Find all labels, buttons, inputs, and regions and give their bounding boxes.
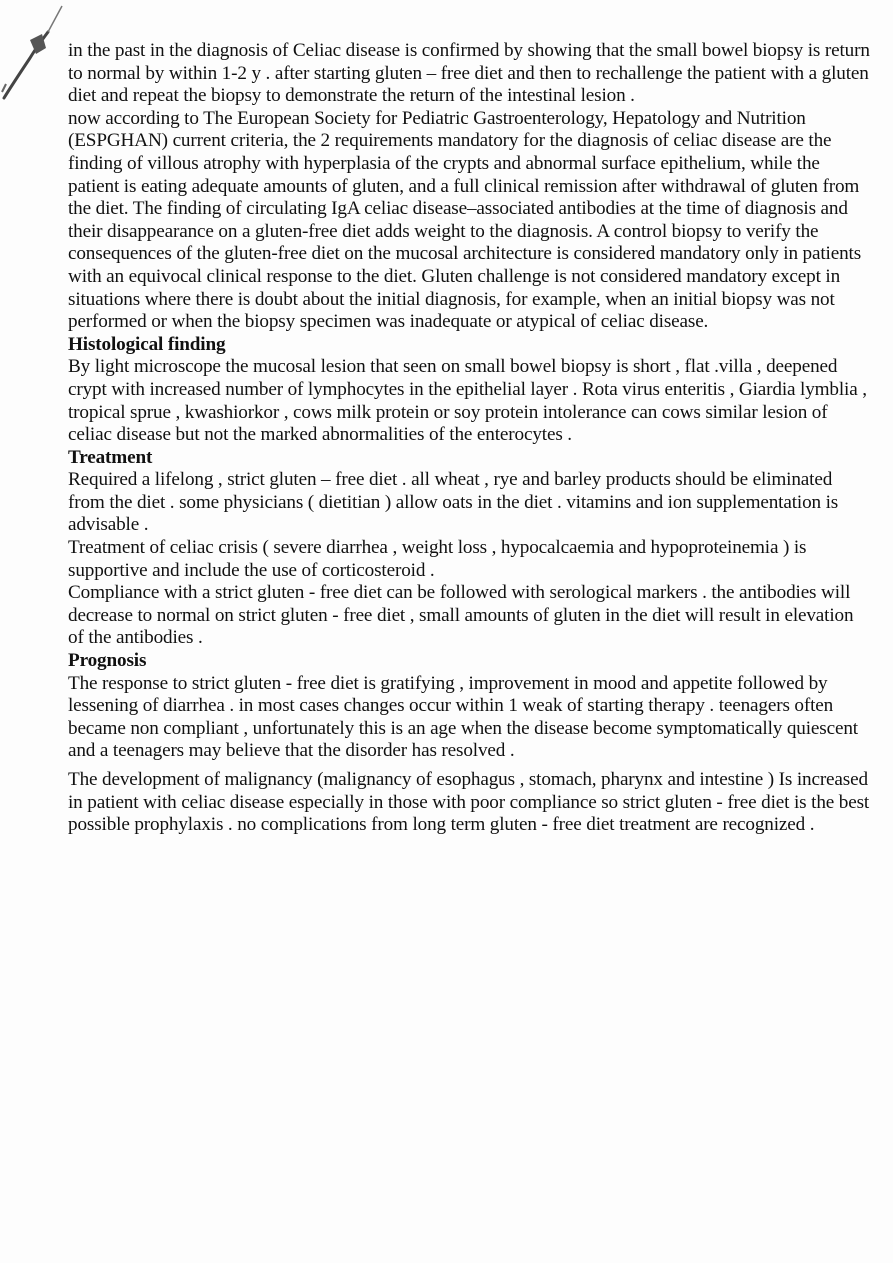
treatment-paragraph: Treatment of celiac crisis ( severe diarrhea , weight loss , hypocalcaemia and hypoproteinemia ) is supportive and include the use of corticosteroid . xyxy=(68,537,807,581)
treatment-paragraph: Required a lifelong , strict gluten – free diet . all wheat , rye and barley products should be eliminated from the diet . some physicians ( dietitian ) allow oats in the diet . vitamins and ion supplementation is advisable . xyxy=(68,469,839,536)
prognosis-paragraph: The development of malignancy (malignancy of esophagus , stomach, pharynx and intestine ) Is increased in patient with celiac disease especially in those with poor compliance so strict gluten - free diet is the best possible prophylaxis . no complications from long term gluten - free diet treatment are recognized . xyxy=(68,769,870,836)
treatment-paragraph: Compliance with a strict gluten - free diet can be followed with serological markers . the antibodies will decrease to normal on strict gluten - free diet , small amounts of gluten in the diet will result in elevation of the antibodies . xyxy=(68,582,854,649)
prognosis-heading: Prognosis xyxy=(68,650,147,672)
criteria-paragraph: now according to The European Society for Pediatric Gastroenterology, Hepatology and Nutrition (ESPGHAN) current criteria, the 2 requirements mandatory for the diagnosis of celiac disease are the finding of villous atrophy with hyperplasia of the crypts and abnormal surface epithelium, while the patient is eating adequate amounts of gluten, and a full clinical remission after withdrawal of gluten from the diet. The finding of circulating IgA celiac disease–associated antibodies at the time of diagnosis and their disappearance on a gluten-free diet adds weight to the diagnosis. A control biopsy to verify the consequences of the gluten-free diet on the mucosal architecture is considered mandatory only in patients with an equivocal clinical response to the diet. Gluten challenge is not considered mandatory except in situations where there is doubt about the initial diagnosis, for example, when an initial biopsy was not performed or when the biopsy specimen was inadequate or atypical of celiac disease. xyxy=(68,107,862,333)
document-body xyxy=(68,40,872,837)
histology-heading: Histological finding xyxy=(68,333,226,355)
intro-paragraph: in the past in the diagnosis of Celiac disease is confirmed by showing that the small bowel biopsy is return to normal by within 1-2 y . after starting gluten – free diet and then to rechallenge the patient with a gluten diet and repeat the biopsy to demonstrate the return of the intestinal lesion . xyxy=(68,40,870,107)
histology-paragraph: By light microscope the mucosal lesion that seen on small bowel biopsy is short , flat .villa , deepened crypt with increased number of lymphocytes in the epithelial layer . Rota virus enteritis , Giardia lymblia , tropical sprue , kwashiorkor , cows milk protein or soy protein intolerance can cows similar lesion of celiac disease but not the marked abnormalities of the enterocytes . xyxy=(68,356,867,446)
prognosis-paragraph: The response to strict gluten - free diet is gratifying , improvement in mood and appetite followed by lessening of diarrhea . in most cases changes occur within 1 weak of starting therapy . teenagers often became non compliant , unfortunately this is an age when the disease become symptomatically quiescent and a teenagers may believe that the disorder has resolved . xyxy=(68,672,858,762)
treatment-heading: Treatment xyxy=(68,446,153,468)
